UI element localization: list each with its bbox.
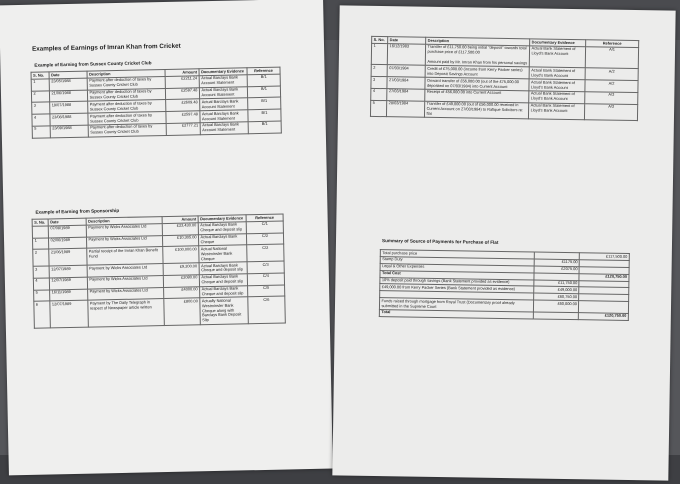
- evidence-cell: Actual Barclays Bank Cheque and deposit slip: [199, 262, 247, 275]
- amount-cell: £4000.00: [164, 286, 200, 299]
- col-header: Reference: [586, 40, 639, 48]
- evidence-cell: Actual Barclays Bank Account Statement: [199, 86, 247, 99]
- evidence-cell: Actual Barclays Bank Cheque and deposit slip: [199, 274, 247, 287]
- date-cell: 07/08/1989: [48, 225, 86, 238]
- amount-cell: £2609.48: [166, 99, 200, 111]
- summary-amount-cell: £49,000.00: [534, 286, 580, 294]
- serial-number-cell: 1: [371, 43, 387, 65]
- summary-total-cell: £120,750.00: [579, 313, 629, 321]
- col-header: Documentary Evidence: [198, 215, 246, 223]
- amount-cell: £2211.24: [165, 76, 199, 88]
- description-cell: Payment by Wicks Associates Ltd: [87, 275, 163, 288]
- summary-label-cell: 10% deposit paid through savings (Bank Statement provided as evidence): [380, 277, 534, 286]
- evidence-cell: Actual Barclays Bank Account Statement: [200, 98, 248, 111]
- amount-cell: £2597.48: [166, 111, 200, 123]
- summary-label-cell: £49,000.00 from Kerry Packer Series (Bank Statement provided as evidence): [380, 284, 534, 293]
- reference-cell: B/1: [248, 109, 281, 121]
- description-cell: Payment after deduction of taxes by Sussex County Cricket Club: [88, 112, 166, 125]
- date-cell: 16/11/1989: [50, 289, 88, 302]
- description-cell: Payment by The Daily Telegraph in respect of Newspaper article written: [88, 299, 165, 327]
- left-page: [0, 0, 333, 475]
- summary-amount-cell: £1175.00: [534, 259, 580, 267]
- summary-label-cell: Total purchase price: [380, 250, 534, 259]
- date-cell: 27/03/1984: [387, 77, 425, 89]
- reference-cell: C/1: [246, 221, 283, 234]
- summary-label-cell: Funds raised through mortgage from Royal Trust (Documentary proof already submitted in the Supreme Court: [379, 298, 533, 312]
- reference-cell: A/2: [585, 80, 638, 93]
- sussex-table: [31, 67, 282, 139]
- evidence-cell: Actual Bank Statement of Lloyd's Bank Account: [529, 46, 585, 68]
- summary-label-cell: Stamp Duty: [380, 256, 534, 265]
- serial-number-cell: 3: [33, 266, 49, 278]
- amount-cell: £23,430.00: [162, 223, 198, 236]
- summary-total-cell: £120,750.00: [579, 273, 629, 281]
- summary-total-cell: £117,500.00: [580, 253, 630, 261]
- reference-cell: A/3: [584, 103, 637, 120]
- serial-number-cell: 5: [32, 126, 50, 138]
- col-header: Description: [426, 37, 530, 46]
- date-cell: 28/03/1984: [386, 100, 424, 117]
- summary-amount-cell: £60,750.00: [534, 293, 580, 301]
- date-cell: 12/07/1989: [49, 265, 87, 278]
- reference-cell: C/4: [247, 273, 284, 286]
- serial-number-cell: 5: [370, 100, 386, 117]
- col-header: Date: [388, 37, 426, 44]
- evidence-cell: Actual Bank Statement of Lloyd's Bank Account: [529, 79, 585, 92]
- evidence-cell: Actual Barclays Bank Account Statement: [200, 122, 248, 135]
- col-header: Amount: [165, 69, 199, 77]
- col-header: Date: [48, 218, 86, 226]
- col-header: Documentary Evidence: [530, 39, 586, 47]
- col-header: Amount: [162, 216, 198, 224]
- description-cell: Payment after deduction of taxes by Sussex County Cricket Club: [88, 100, 166, 113]
- summary-label-cell: Legal & Other Expenses: [380, 263, 534, 272]
- description-cell: Payment by Wicks Associates Ltd: [86, 223, 162, 236]
- col-header: Description: [86, 217, 162, 225]
- reference-cell: B/1: [248, 121, 281, 133]
- reference-cell: A/1: [585, 47, 638, 69]
- reference-cell: C/5: [248, 285, 285, 298]
- date-cell: 19/07/1988: [50, 101, 88, 114]
- summary-amount-cell: [533, 312, 579, 320]
- transfers-table: [370, 36, 639, 121]
- col-header: Reference: [246, 214, 283, 222]
- right-page: [332, 5, 675, 480]
- serial-number-cell: [32, 226, 48, 238]
- serial-number-cell: 4: [32, 114, 50, 126]
- amount-cell: £800.00: [164, 298, 201, 325]
- date-cell: 21/06/1988: [49, 90, 87, 103]
- summary-amount-cell: £60,000.00: [533, 300, 579, 312]
- reference-cell: B/1: [247, 74, 280, 86]
- amount-cell: £10,305.00: [162, 234, 198, 247]
- summary-label-cell: Total: [379, 309, 533, 318]
- evidence-cell: Actual National Westminster Bank Cheque: [199, 245, 247, 263]
- description-cell: Transfer of £11,750.00 being initial "deposit" towards total purchase price of £117,500.00 Amount paid by Mr. Imran Khan from his personal savings: [425, 44, 529, 67]
- description-cell: Payment after deduction of taxes by Sussex County Cricket Club: [87, 76, 165, 89]
- table-row: [370, 100, 637, 121]
- serial-number-cell: 3: [32, 102, 50, 114]
- amount-cell: £100,000.00: [163, 246, 199, 263]
- evidence-cell: Actual Bank Statement of Lloyd's Bank Account: [529, 67, 585, 80]
- description-cell: Payment after deduction of taxes by Sussex County Cricket Club: [88, 123, 166, 136]
- page-title: Examples of Earnings of Imran Khan from Cricket: [31, 42, 181, 53]
- sussex-heading: Example of Earning from Sussex County Cricket Club: [34, 60, 152, 68]
- serial-number-cell: 1: [31, 79, 49, 91]
- date-cell: 12/07/1989: [49, 277, 87, 290]
- evidence-cell: Actual Barclays Bank Cheque and deposit slip: [198, 222, 246, 235]
- description-cell: Partial receipt of the Imran Khan Benefit Fund: [87, 247, 163, 265]
- evidence-cell: Actual Bank Statement of Lloyd's Bank Account: [529, 91, 585, 104]
- serial-number-cell: 3: [371, 77, 387, 89]
- description-cell: Payment by Wicks Associates Ltd: [86, 235, 162, 248]
- description-cell: Receipt of £56,000.00 into Current Account: [425, 89, 529, 102]
- date-cell: 02/06/1989: [48, 237, 86, 250]
- table-row: [34, 296, 285, 328]
- sponsorship-heading: Example of Earning from Sponsorship: [35, 207, 120, 215]
- summary-heading: Summary of Source of Payments for Purchase of Flat: [381, 238, 499, 245]
- serial-number-cell: 1: [32, 238, 48, 250]
- description-cell: Onward transfer of £56,000.00 (out of the £75,000.00 deposited on 07/03/1984) into Current Account: [425, 77, 529, 90]
- summary-total-cell: [579, 301, 629, 314]
- amount-cell: £2777.21: [166, 123, 200, 135]
- evidence-cell: Actual Barclays Bank Cheque: [198, 233, 246, 246]
- serial-number-cell: 2: [33, 249, 49, 266]
- serial-number-cell: 4: [371, 88, 387, 100]
- col-header: S. No.: [32, 219, 48, 226]
- date-cell: 07/03/1984: [387, 65, 425, 77]
- serial-number-cell: 5: [34, 289, 50, 301]
- serial-number-cell: 2: [371, 65, 387, 77]
- evidence-cell: Actual Bank Statement of Lloyd's Bank Account: [528, 102, 584, 120]
- date-cell: 23/05/1988: [49, 78, 87, 91]
- reference-cell: C/2: [247, 244, 284, 261]
- reference-cell: C/2: [246, 233, 283, 246]
- evidence-cell: Actual Barclays Bank Account Statement: [200, 110, 248, 123]
- summary-label-cell: Total Cost: [380, 270, 534, 279]
- reference-cell: B/1: [247, 86, 280, 98]
- col-header: S. No.: [372, 36, 388, 43]
- description-cell: Transfer of £49,000.00 (out of £56,000.00 received in Current Account on 27/03/1984) to Rafique Solicitors re: flat: [424, 101, 528, 119]
- reference-cell: B/1: [248, 97, 281, 109]
- date-cell: 16/12/1983: [387, 44, 425, 66]
- date-cell: 23/09/1988: [50, 125, 88, 138]
- col-header: Documentary Evidence: [199, 68, 247, 76]
- amount-cell: £2080.00: [163, 275, 199, 288]
- col-header: S. No.: [31, 72, 49, 79]
- serial-number-cell: 2: [31, 91, 49, 103]
- reference-cell: C/3: [247, 261, 284, 274]
- amount-cell: £2597.48: [165, 87, 199, 99]
- date-cell: 23/08/1988: [50, 113, 88, 126]
- description-cell: Payment after deduction of taxes by Sussex County Cricket Club: [87, 88, 165, 101]
- evidence-cell: Actual Barclays Bank Cheque and deposit slip: [200, 285, 248, 298]
- summary-amount-cell: £11,750.00: [534, 279, 580, 287]
- evidence-cell: Actual Barclays Bank Account Statement: [199, 75, 247, 88]
- date-cell: 12/07/1989: [50, 300, 89, 327]
- date-cell: 21/06/1989: [49, 249, 87, 266]
- description-cell: Payment by Wicks Associates Ltd: [87, 264, 163, 277]
- summary-table: [379, 249, 630, 321]
- amount-cell: £9,200.00: [163, 263, 199, 276]
- evidence-cell: Actually National Westminster Bank Cheque along with Barclays Bank Deposit Slip: [200, 297, 249, 324]
- col-header: Date: [49, 71, 87, 79]
- description-cell: Credit of £75,000.00 (income from Kerry Packer series) into Deposit Savings Account: [425, 66, 529, 79]
- description-cell: Payment by Wicks Associates Ltd: [88, 287, 164, 300]
- reference-cell: C/6: [248, 296, 286, 323]
- serial-number-cell: 4: [33, 278, 49, 290]
- col-header: Reference: [247, 67, 280, 75]
- sponsorship-table: [32, 214, 286, 329]
- date-cell: 27/03/1984: [387, 89, 425, 101]
- reference-cell: A/3: [585, 92, 638, 105]
- serial-number-cell: 6: [34, 301, 51, 328]
- col-header: Description: [87, 69, 165, 78]
- reference-cell: A/2: [585, 68, 638, 81]
- summary-amount-cell: £2075.00: [534, 266, 580, 274]
